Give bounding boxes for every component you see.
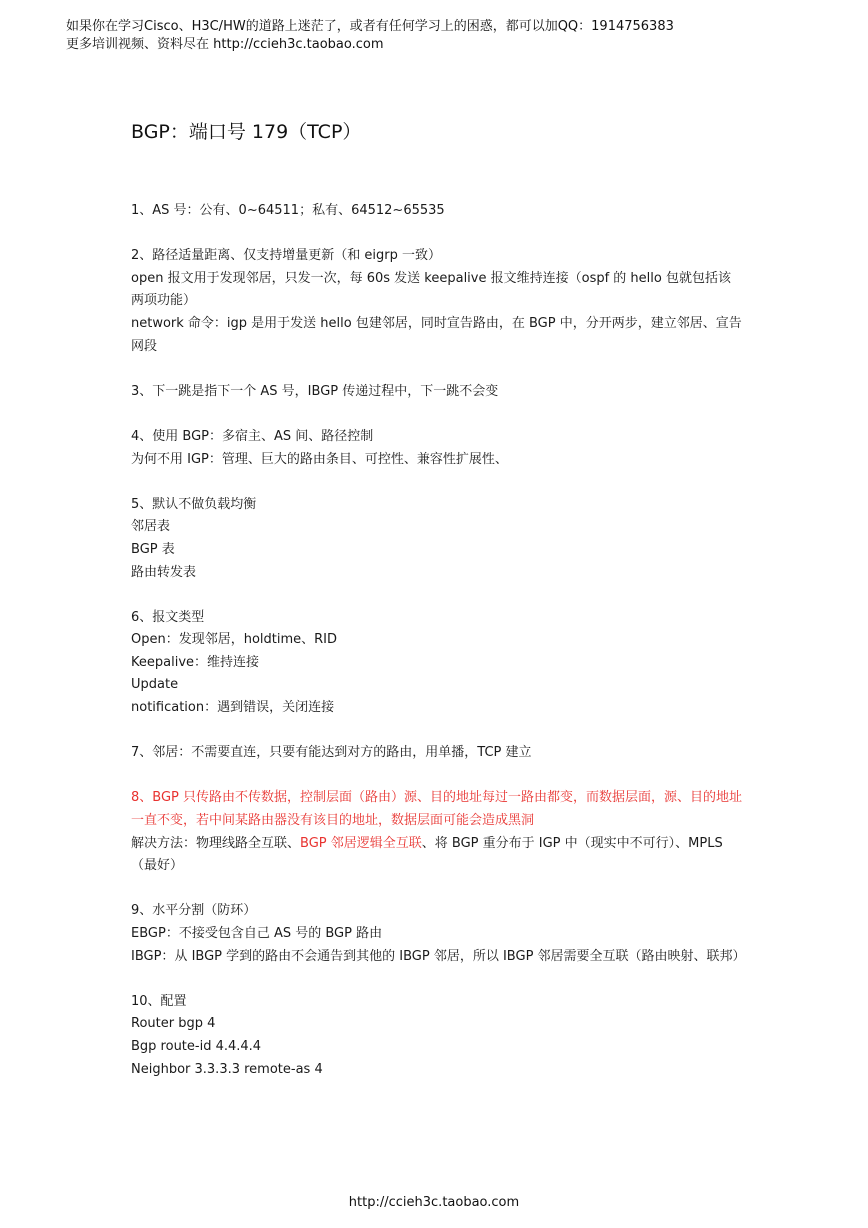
body-line: 1、AS 号：公有、0~64511；私有、64512~65535 [131,203,445,218]
body-line: 路由转发表 [131,564,197,580]
body-line [131,833,743,878]
body-line: EBGP：不接受包含自己 AS 号的 BGP 路由 [131,926,383,941]
document-title: BGP：端口号 179（TCP） [131,121,362,143]
body-line: Update [131,677,179,693]
section-why-bgp [131,426,743,471]
body-line: IBGP：从 IBGP 学到的路由不会通告到其他的 IBGP 邻居，所以 IBGP 邻居需要全互联（路由映射、联邦） [131,948,746,964]
body-line: Open：发现邻居，holdtime、RID [131,632,338,648]
body-line: 9、水平分割（防环） [131,903,257,919]
body-line: 7、邻居：不需要直连，只要有能达到对方的路由，用单播，TCP 建立 [131,745,532,761]
body-line: notification：遇到错误，关闭连接 [131,700,335,716]
page-footer-url: http://ccieh3c.taobao.com [348,1195,520,1210]
solution-text: 、将 BGP 重分布于 IGP 中（现实中不可行）、MPLS（最好） [131,835,723,874]
header-qq-line: 如果你在学习Cisco、H3C/HW的道路上迷茫了，或者有任何学习上的困惑，都可以加QQ：1914756383 [66,19,674,34]
section-config [131,991,743,1081]
body-line: 5、默认不做负载均衡 [131,496,257,512]
config-line: Neighbor 3.3.3.3 remote-as 4 [131,1061,323,1077]
document-body [131,200,746,1081]
body-line: open 报文用于发现邻居，只发一次，每 60s 发送 keepalive 报文维持连接（ospf 的 hello 包就包括该两项功能） [131,270,731,309]
body-line: 2、路径适量距离、仅支持增量更新（和 eigrp 一致） [131,248,441,264]
body-line: 6、报文类型 [131,609,205,625]
config-line: Bgp route-id 4.4.4.4 [131,1038,262,1054]
section-message-types [131,607,743,720]
body-line: network 命令：igp 是用于发送 hello 包建邻居，同时宣告路由，在 BGP 中，分开两步，建立邻居、宣告网段 [131,315,742,354]
section-path-vector [131,245,743,358]
section-next-hop [131,381,743,404]
body-line: 4、使用 BGP：多宿主、AS 间、路径控制 [131,428,374,444]
body-line: 3、下一跳是指下一个 AS 号，IBGP 传递过程中，下一跳不会变 [131,383,499,399]
header-url-line: 更多培训视频、资料尽在 http://ccieh3c.taobao.com [66,37,384,52]
config-line: Router bgp 4 [131,1016,216,1032]
body-line: 邻居表 [131,519,171,535]
highlighted-solution: BGP 邻居逻辑全互联 [300,835,422,851]
section-as-number [131,200,743,223]
body-line: 10、配置 [131,993,187,1009]
section-split-horizon [131,900,746,968]
section-black-hole [131,787,743,877]
body-line: Keepalive：维持连接 [131,654,260,670]
body-line: BGP 表 [131,541,175,557]
section-neighbors [131,742,743,765]
body-line: 为何不用 IGP：管理、巨大的路由条目、可控性、兼容性扩展性、 [131,451,508,467]
section-tables [131,494,743,584]
page-header [66,18,674,54]
highlighted-note: 8、BGP 只传路由不传数据，控制层面（路由）源、目的地址每过一路由都变，而数据层面，源、目的地址一直不变，若中间某路由器没有该目的地址，数据层面可能会造成黑洞 [131,790,743,829]
solution-text: 解决方法：物理线路全互联、 [131,835,301,851]
